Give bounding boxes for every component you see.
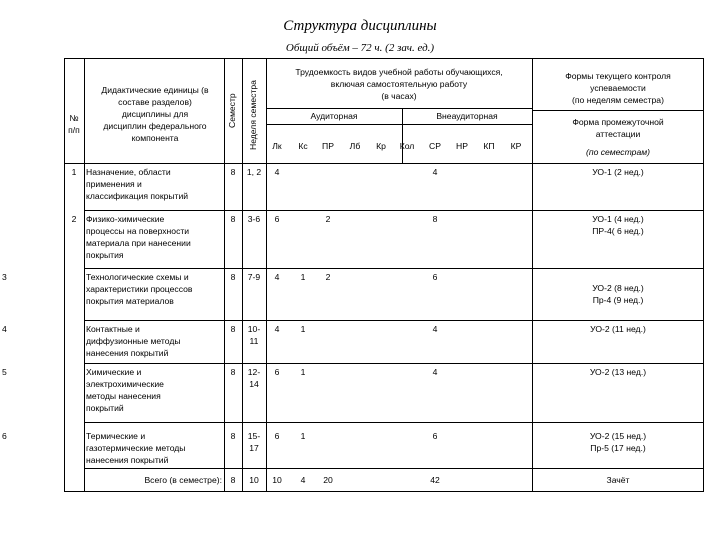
row-5-lk: 6: [274, 367, 280, 377]
row-3-pr: 2: [325, 272, 331, 282]
row-1-week: 1, 2: [246, 167, 262, 177]
discipline-structure-table: [2, 58, 704, 492]
row-6-sr: 6: [432, 431, 438, 441]
row-separator: [84, 422, 704, 423]
col-lb: Лб: [349, 141, 361, 151]
col-kr2: КР: [510, 141, 522, 151]
row-4-lk: 4: [274, 324, 280, 334]
header-number: № п/п: [68, 113, 80, 135]
col-lk: Лк: [272, 141, 282, 151]
total-lk: 10: [272, 475, 282, 485]
row-2-sr: 8: [432, 214, 438, 224]
col-kp: КП: [483, 141, 495, 151]
row-4-number: 4: [2, 324, 7, 334]
row-1-sr: 4: [432, 167, 438, 177]
row-5-name: Химические и электрохимические методы нанесения покрытий: [86, 367, 164, 413]
row-4-name: Контактные и диффузионные методы нанесения покрытий: [86, 324, 181, 358]
header-subline: [266, 108, 532, 109]
column-divider: [84, 58, 85, 492]
total-ks: 4: [300, 475, 306, 485]
header-week: Неделя семестра: [248, 80, 258, 150]
total-semester: 8: [230, 475, 236, 485]
row-1-number: 1: [71, 167, 77, 177]
page-title: Структура дисциплины: [283, 18, 437, 34]
header-auditory: Аудиторная: [310, 111, 358, 121]
header-semester: Семестр: [227, 93, 237, 128]
row-6-lk: 6: [274, 431, 280, 441]
row-separator: [84, 320, 704, 321]
total-control: Зачёт: [606, 475, 630, 485]
row-2-control: УО-1 (4 нед.) ПР-4( 6 нед.): [592, 214, 644, 236]
row-4-ks: 1: [300, 324, 306, 334]
table-border-top: [64, 58, 704, 59]
row-3-control: УО-2 (8 нед.) Пр-4 (9 нед.): [592, 283, 644, 305]
header-control-mid: Форма промежуточной аттестации: [572, 117, 664, 139]
header-workload: Трудоемкость видов учебной работы обучающихся, включая самостоятельную работу (в часах): [295, 67, 503, 101]
row-6-ks: 1: [300, 431, 306, 441]
row-5-number: 5: [2, 367, 7, 377]
row-separator: [84, 363, 704, 364]
row-3-ks: 1: [300, 272, 306, 282]
row-separator: [84, 210, 704, 211]
row-6-number: 6: [2, 431, 7, 441]
column-divider: [532, 58, 533, 492]
header-control-mid-sub: (по семестрам): [586, 147, 650, 157]
row-5-semester: 8: [230, 367, 236, 377]
row-5-week: 12- 14: [247, 367, 261, 389]
row-2-name: Физико-химические процессы на поверхности материала при нанесении покрытия: [86, 214, 191, 260]
row-3-number: 3: [2, 272, 7, 282]
row-1-semester: 8: [230, 167, 236, 177]
header-control-current: Формы текущего контроля успеваемости (по неделям семестра): [565, 71, 671, 105]
row-4-sr: 4: [432, 324, 438, 334]
row-separator: [84, 268, 704, 269]
col-kr: Кр: [376, 141, 386, 151]
page-subtitle: Общий объём – 72 ч. (2 зач. ед.): [285, 42, 435, 54]
header-subline: [266, 124, 532, 125]
row-6-name: Термические и газотермические методы нанесения покрытий: [86, 431, 186, 465]
row-6-semester: 8: [230, 431, 236, 441]
total-week: 10: [249, 475, 259, 485]
table-border-right: [703, 58, 704, 492]
row-2-lk: 6: [274, 214, 280, 224]
col-ks: Кс: [298, 141, 308, 151]
row-2-week: 3-6: [247, 214, 261, 224]
row-4-control: УО-2 (11 нед.): [590, 324, 646, 334]
row-3-name: Технологические схемы и характеристики процессов покрытия материалов: [86, 272, 193, 306]
header-didactic-units: Дидактические единицы (в составе разделов) дисциплины для дисциплин федерального компонента: [101, 85, 209, 143]
row-2-number: 2: [71, 214, 77, 224]
row-6-control: УО-2 (15 нед.) Пр-5 (17 нед.): [589, 431, 647, 453]
row-2-semester: 8: [230, 214, 236, 224]
total-pr: 20: [323, 475, 333, 485]
row-4-semester: 8: [230, 324, 236, 334]
total-label: Всего (в семестре):: [144, 475, 222, 485]
header-separator: [64, 163, 704, 164]
row-1-lk: 4: [274, 167, 280, 177]
row-separator: [84, 468, 704, 469]
row-3-week: 7-9: [247, 272, 261, 282]
row-4-week: 10- 11: [247, 324, 261, 346]
table-border-bottom: [64, 491, 704, 492]
total-sr: 42: [430, 475, 440, 485]
row-2-pr: 2: [325, 214, 331, 224]
row-6-week: 15- 17: [247, 431, 261, 453]
row-1-name: Назначение, области применения и классификация покрытий: [86, 167, 189, 201]
col-nr: НР: [456, 141, 468, 151]
col-kol: Кол: [399, 141, 415, 151]
row-5-control: УО-2 (13 нед.): [589, 367, 647, 377]
row-5-ks: 1: [300, 367, 306, 377]
col-sr: СР: [429, 141, 441, 151]
row-3-sr: 6: [432, 272, 438, 282]
header-subline: [532, 110, 704, 111]
header-extra: Внеаудиторная: [436, 111, 498, 121]
row-3-semester: 8: [230, 272, 236, 282]
col-pr: ПР: [322, 141, 334, 151]
row-1-control: УО-1 (2 нед.): [592, 167, 644, 177]
row-3-lk: 4: [274, 272, 280, 282]
row-5-sr: 4: [432, 367, 438, 377]
